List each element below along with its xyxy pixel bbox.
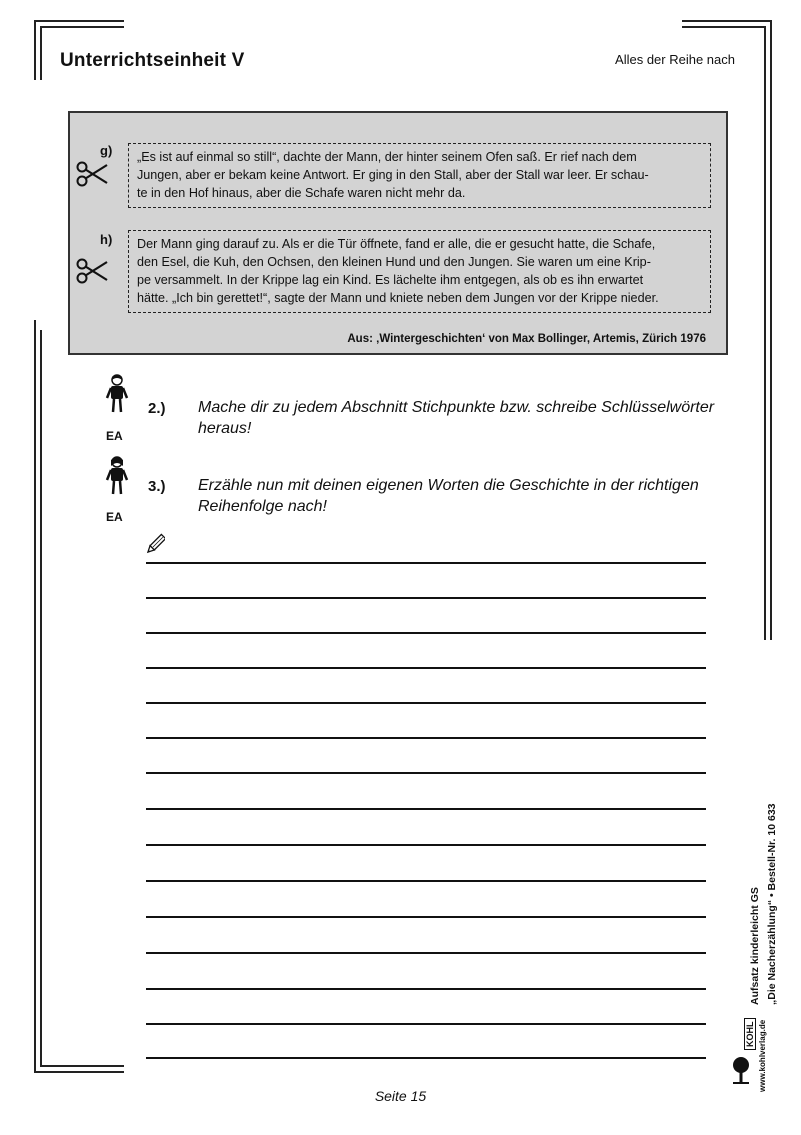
publisher-name: KOHL	[744, 1019, 756, 1051]
writing-line[interactable]	[146, 597, 706, 599]
task-number: 3.)	[148, 478, 166, 495]
writing-line[interactable]	[146, 632, 706, 634]
child-icon	[104, 456, 130, 496]
task-text: Erzähle nun mit deinen eigenen Worten die Geschichte in der richtigen Reihenfolge nach!	[198, 477, 699, 515]
writing-line[interactable]	[146, 844, 706, 846]
story-box	[68, 111, 728, 355]
writing-line[interactable]	[146, 1023, 706, 1025]
source-citation: Aus: ‚Wintergeschichten‘ von Max Bollinger, Artemis, Zürich 1976	[347, 333, 706, 345]
task-text: Mache dir zu jedem Abschnitt Stichpunkte bzw. schreibe Schlüsselwörter heraus!	[198, 399, 715, 437]
writing-line[interactable]	[146, 737, 706, 739]
pencil-icon	[145, 533, 165, 557]
page-number: Seite 15	[374, 1088, 427, 1104]
writing-line[interactable]	[146, 880, 706, 882]
text-line: te in den Hof hinaus, aber die Schafe waren nicht mehr da.	[137, 186, 466, 200]
text-line: „Es ist auf einmal so still“, dachte der Mann, der hinter seinem Ofen saß. Er rief nach dem	[137, 150, 637, 164]
task-number: 2.)	[148, 400, 166, 417]
text-line: pe versammelt. In der Krippe lag ein Kind. Es lächelte ihm entgegen, als ob es ihn erwartet	[137, 273, 644, 287]
text-line: hätte. „Ich bin gerettet!“, sagte der Mann und kniete neben dem Jungen vor der Krippe nieder.	[137, 291, 659, 305]
page-subtitle: Alles der Reihe nach	[615, 52, 735, 67]
book-title: Aufsatz kinderleicht GS	[749, 887, 761, 1005]
writing-line[interactable]	[146, 562, 706, 564]
scissors-icon[interactable]	[76, 258, 108, 284]
writing-line[interactable]	[146, 808, 706, 810]
writing-line[interactable]	[146, 702, 706, 704]
text-line: den Esel, die Kuh, den Ochsen, den kleinen Hund und den Jungen. Sie waren um eine Krip-	[137, 255, 651, 269]
child-icon	[104, 374, 130, 414]
ea-label: EA	[106, 429, 123, 443]
writing-line[interactable]	[146, 772, 706, 774]
book-subtitle: „Die Nacherzählung“ • Bestell-Nr. 10 633	[766, 803, 778, 1005]
section-label: g)	[100, 143, 113, 158]
writing-line[interactable]	[146, 952, 706, 954]
text-line: Der Mann ging darauf zu. Als er die Tür öffnete, fand er alle, die er gesucht hatte, die Schafe,	[137, 237, 656, 251]
writing-line[interactable]	[146, 1057, 706, 1059]
tree-logo-icon	[730, 1056, 752, 1086]
section-label: h)	[100, 232, 113, 247]
writing-line[interactable]	[146, 988, 706, 990]
ea-label: EA	[106, 510, 123, 524]
writing-line[interactable]	[146, 667, 706, 669]
writing-line[interactable]	[146, 916, 706, 918]
page-title: Unterrichtseinheit V	[60, 50, 245, 71]
publisher-url: www.kohlverlag.de	[758, 1019, 767, 1092]
cut-box-h	[128, 230, 711, 313]
cut-box-g	[128, 143, 711, 208]
scissors-icon[interactable]	[76, 161, 108, 187]
text-line: Jungen, aber er bekam keine Antwort. Er ging in den Stall, aber der Stall war leer. Er schau-	[137, 168, 649, 182]
